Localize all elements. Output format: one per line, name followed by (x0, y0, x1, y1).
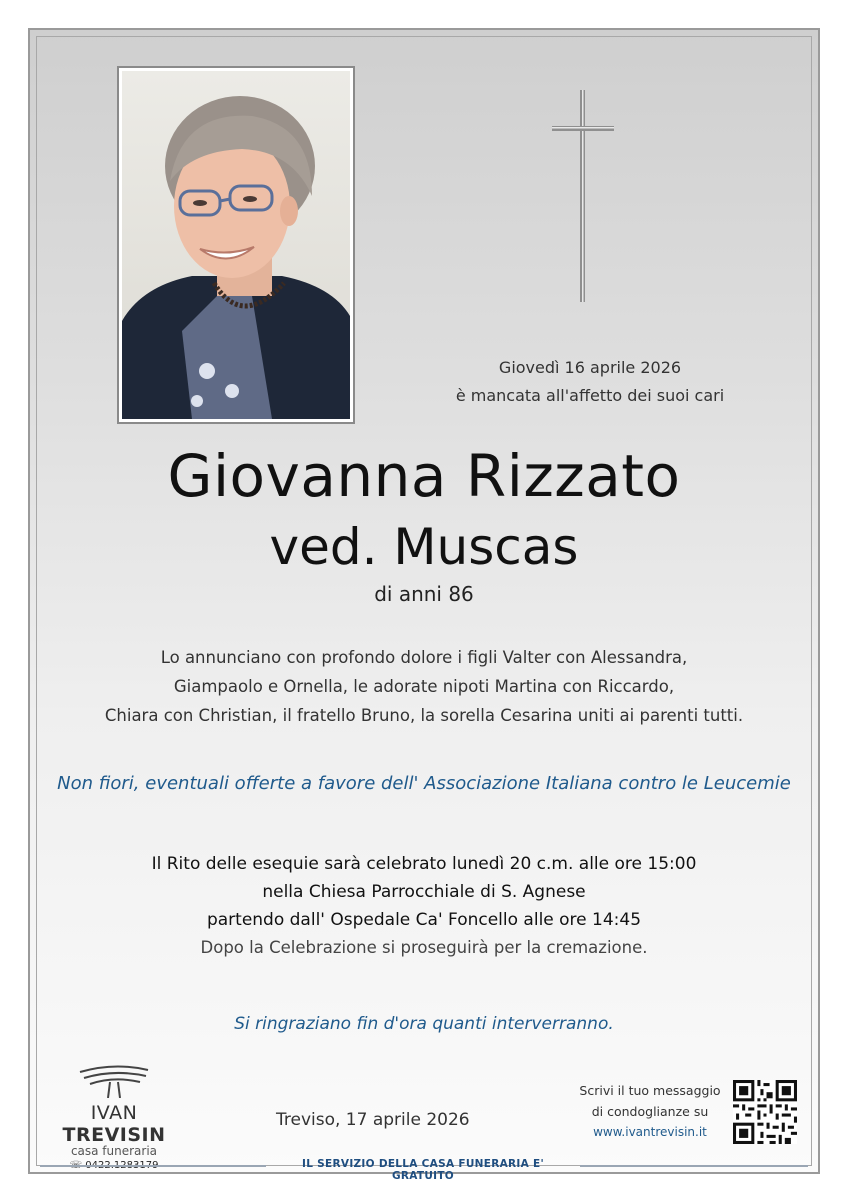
family-line: Chiara con Christian, il fratello Bruno, la sorella Cesarina uniti ai parenti tutti. (104, 706, 744, 725)
funeral-line: partendo dall' Ospedale Ca' Foncello alle ore 14:45 (206, 910, 642, 930)
announcement-text: è mancata all'affetto dei suoi cari (455, 386, 725, 405)
cross-icon (548, 90, 618, 305)
footer-divider-right (580, 1165, 808, 1167)
service-note: IL SERVIZIO DELLA CASA FUNERARIA E' GRATUITO (302, 1158, 544, 1182)
family-line: Lo annunciano con profondo dolore i figli Valter con Alessandra, (160, 648, 688, 667)
footer-divider-left (40, 1165, 266, 1167)
condolence-line: Scrivi il tuo messaggio (579, 1083, 721, 1098)
logo-name (44, 1102, 184, 1146)
deceased-name: Giovanna Rizzato (167, 442, 681, 510)
deceased-married-name: ved. Muscas (269, 518, 579, 576)
cremation-note: Dopo la Celebrazione si proseguirà per la cremazione. (200, 938, 648, 957)
donation-note: Non fiori, eventuali offerte a favore dell' Associazione Italiana contro le Leucemie (57, 773, 791, 794)
funeral-line: nella Chiesa Parrocchiale di S. Agnese (262, 882, 586, 902)
funeral-home-logo (44, 1060, 184, 1171)
family-line: Giampaolo e Ornella, le adorate nipoti Martina con Riccardo, (173, 677, 675, 696)
condolence-info (570, 1080, 730, 1143)
website-link[interactable]: www.ivantrevisin.it (593, 1125, 707, 1139)
logo-name-bold: TREVISIN (62, 1124, 166, 1146)
funeral-line: Il Rito delle esequie sarà celebrato lunedì 20 c.m. alle ore 15:00 (151, 854, 697, 874)
tree-logo-icon (74, 1060, 154, 1098)
condolence-line: di condoglianze su (591, 1104, 709, 1119)
qr-code[interactable] (733, 1080, 797, 1144)
portrait-photo (117, 66, 355, 424)
logo-subtitle: casa funeraria (70, 1144, 158, 1158)
deceased-age: di anni 86 (374, 582, 474, 606)
death-date: Giovedì 16 aprile 2026 (498, 358, 682, 377)
logo-name-light: IVAN (90, 1102, 138, 1124)
place-and-date: Treviso, 17 aprile 2026 (276, 1110, 470, 1130)
thanks-note: Si ringraziano fin d'ora quanti interverranno. (234, 1014, 614, 1034)
